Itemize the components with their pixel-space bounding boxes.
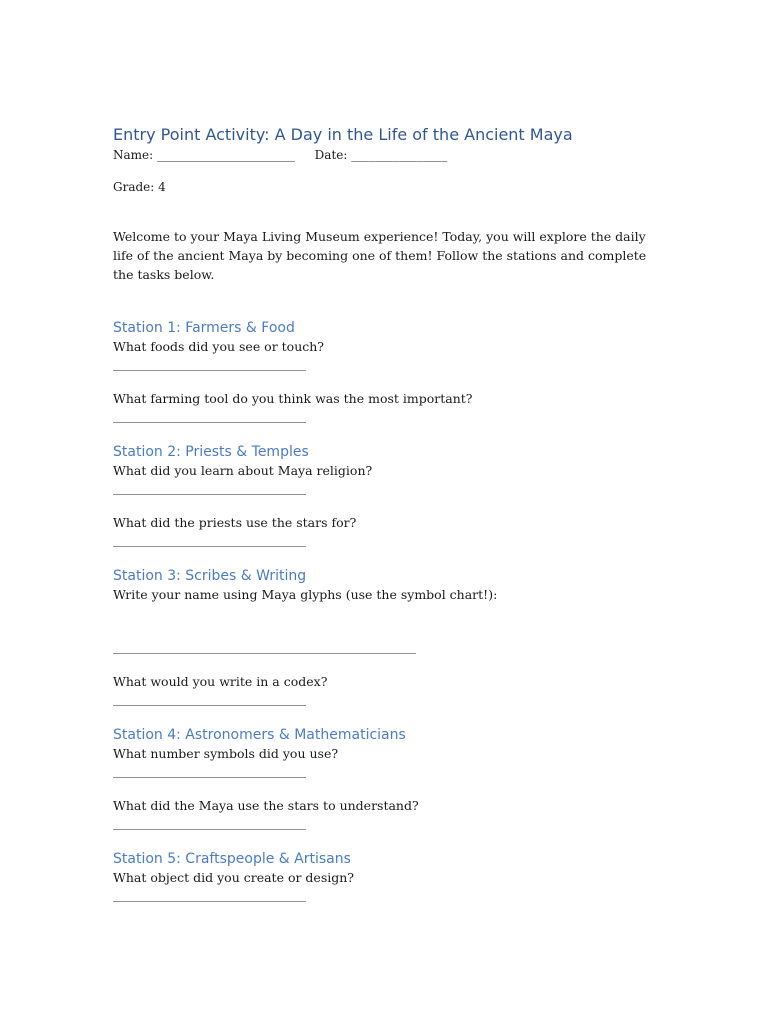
question-block xyxy=(113,390,658,424)
answer-line[interactable]: ___________________________________ xyxy=(113,888,306,902)
answer-line[interactable]: ___________________________________ xyxy=(113,816,306,830)
name-blank[interactable]: _______________________ xyxy=(157,148,296,162)
question-text: What foods did you see or touch? xyxy=(113,339,325,354)
station-heading: Station 5: Craftspeople & Artisans xyxy=(113,851,351,867)
question-text: What object did you create or design? xyxy=(113,870,354,885)
question-block xyxy=(113,797,658,831)
question-block xyxy=(113,869,658,903)
grade-line: Grade: 4 xyxy=(113,180,166,194)
question-block xyxy=(113,745,658,779)
question-text: What farming tool do you think was the most important? xyxy=(113,391,473,406)
station-heading: Station 3: Scribes & Writing xyxy=(113,568,307,584)
name-label: Name: xyxy=(113,148,154,162)
question-block xyxy=(113,462,658,496)
name-date-line xyxy=(113,146,658,164)
glyph-answer-line[interactable]: _______________________________________________________ xyxy=(113,640,416,654)
station-3 xyxy=(113,566,658,707)
answer-line[interactable]: ___________________________________ xyxy=(113,692,306,706)
question-text: What would you write in a codex? xyxy=(113,674,328,689)
station-2 xyxy=(113,442,658,548)
station-4 xyxy=(113,725,658,831)
station-5 xyxy=(113,849,658,903)
question-text: What number symbols did you use? xyxy=(113,746,339,761)
question-text: What did the priests use the stars for? xyxy=(113,515,357,530)
document-page xyxy=(113,124,658,903)
date-label: Date: xyxy=(314,148,348,162)
station-heading: Station 2: Priests & Temples xyxy=(113,444,309,460)
date-blank[interactable]: ________________ xyxy=(351,148,448,162)
question-text: Write your name using Maya glyphs (use the symbol chart!): xyxy=(113,587,498,602)
station-heading: Station 4: Astronomers & Mathematicians xyxy=(113,727,406,743)
answer-line[interactable]: ___________________________________ xyxy=(113,481,306,495)
station-heading: Station 1: Farmers & Food xyxy=(113,320,295,336)
station-1 xyxy=(113,318,658,424)
answer-line[interactable]: ___________________________________ xyxy=(113,357,306,371)
question-block xyxy=(113,514,658,548)
question-block xyxy=(113,673,658,707)
answer-line[interactable]: ___________________________________ xyxy=(113,533,306,547)
question-text: What did the Maya use the stars to understand? xyxy=(113,798,419,813)
question-block xyxy=(113,338,658,372)
question-block xyxy=(113,586,658,655)
document-title: Entry Point Activity: A Day in the Life of the Ancient Maya xyxy=(113,125,573,144)
answer-line[interactable]: ___________________________________ xyxy=(113,764,306,778)
question-text: What did you learn about Maya religion? xyxy=(113,463,373,478)
intro-paragraph: Welcome to your Maya Living Museum experience! Today, you will explore the daily life of the ancient Maya by becoming one of them! Follow the stations and complete the tasks below. xyxy=(113,229,647,282)
answer-line[interactable]: ___________________________________ xyxy=(113,409,306,423)
